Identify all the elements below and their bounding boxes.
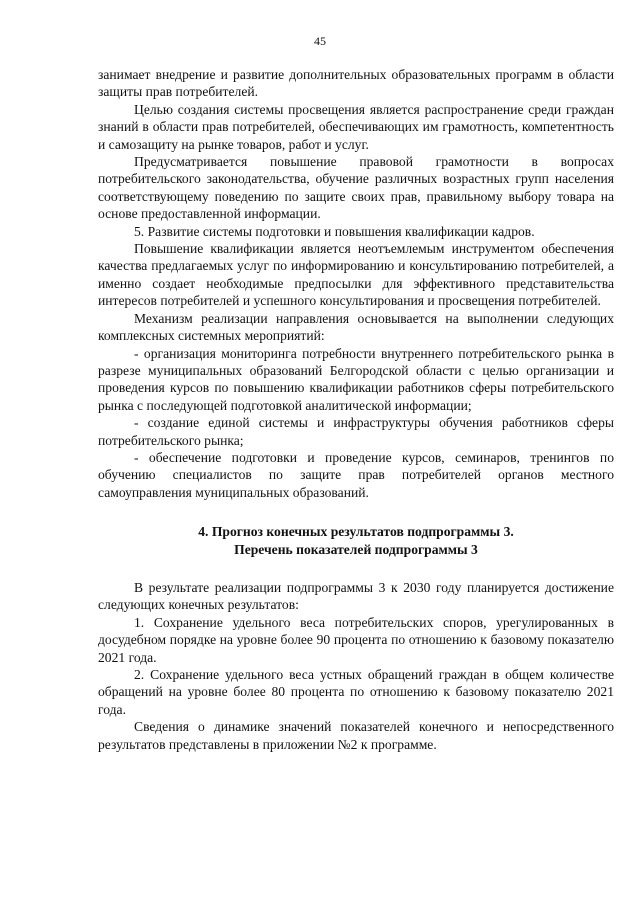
paragraph: занимает внедрение и развитие дополнительных образовательных программ в области защиты прав потребителей. xyxy=(98,67,614,100)
document-body xyxy=(98,66,614,753)
list-item: - создание единой системы и инфраструктуры обучения работников сферы потребительского рынка; xyxy=(98,415,614,448)
list-item: - обеспечение подготовки и проведение курсов, семинаров, тренингов по обучению специалистов по защите прав потребителей органов местного самоуправления муниципальных образований. xyxy=(98,449,614,500)
paragraph: Механизм реализации направления основывается на выполнении следующих комплексных системных мероприятий: xyxy=(98,310,614,344)
list-item: 2. Сохранение удельного веса устных обращений граждан в общем количестве обращений на уровне более 80 процента по отношению к базовому показателю 2021 года. xyxy=(98,667,614,717)
paragraph: Предусматривается повышение правовой грамотности в вопросах потребительского законодательства, обучение различных возрастных групп населения соответствующему поведению по защите своих прав, правильному выбору товара на основе предоставленной информации. xyxy=(98,154,614,222)
section-item-title: 5. Развитие системы подготовки и повышения квалификации кадров. xyxy=(134,223,535,239)
page-number: 45 xyxy=(314,34,326,48)
paragraph: Целью создания системы просвещения является распространение среди граждан знаний в области прав потребителей, обеспечивающих им грамотность, компетентность и самозащиту на рынке товаров, работ и услуг. xyxy=(98,101,614,152)
paragraph: В результате реализации подпрограммы 3 к 2030 году планируется достижение следующих конечных результатов: xyxy=(98,579,614,613)
paragraph: Повышение квалификации является неотъемлемым инструментом обеспечения качества предлагаемых услуг по информированию и консультированию потребителей, а именно создает необходимые предпосылки для эффективного представительства интересов потребителей и успешного консультирования и просвещения потребителей. xyxy=(98,241,614,309)
section-heading-line-1: 4. Прогноз конечных результатов подпрограммы 3. xyxy=(198,524,514,540)
list-item: 1. Сохранение удельного веса потребительских споров, урегулированных в досудебном порядке на уровне более 90 процента по отношению к базовому показателю 2021 года. xyxy=(98,614,614,665)
list-item: - организация мониторинга потребности внутреннего потребительского рынка в разрезе муниципальных образований Белгородской области с целью организации и проведения курсов по повышению квалификации работников сферы потребительского рынка с последующей подготовкой аналитической информации; xyxy=(98,345,614,413)
paragraph: Сведения о динамике значений показателей конечного и непосредственного результатов представлены в приложении №2 к программе. xyxy=(98,719,614,752)
spacer xyxy=(98,501,614,523)
section-heading-line-2: Перечень показателей подпрограммы 3 xyxy=(234,541,478,557)
spacer xyxy=(98,558,614,579)
